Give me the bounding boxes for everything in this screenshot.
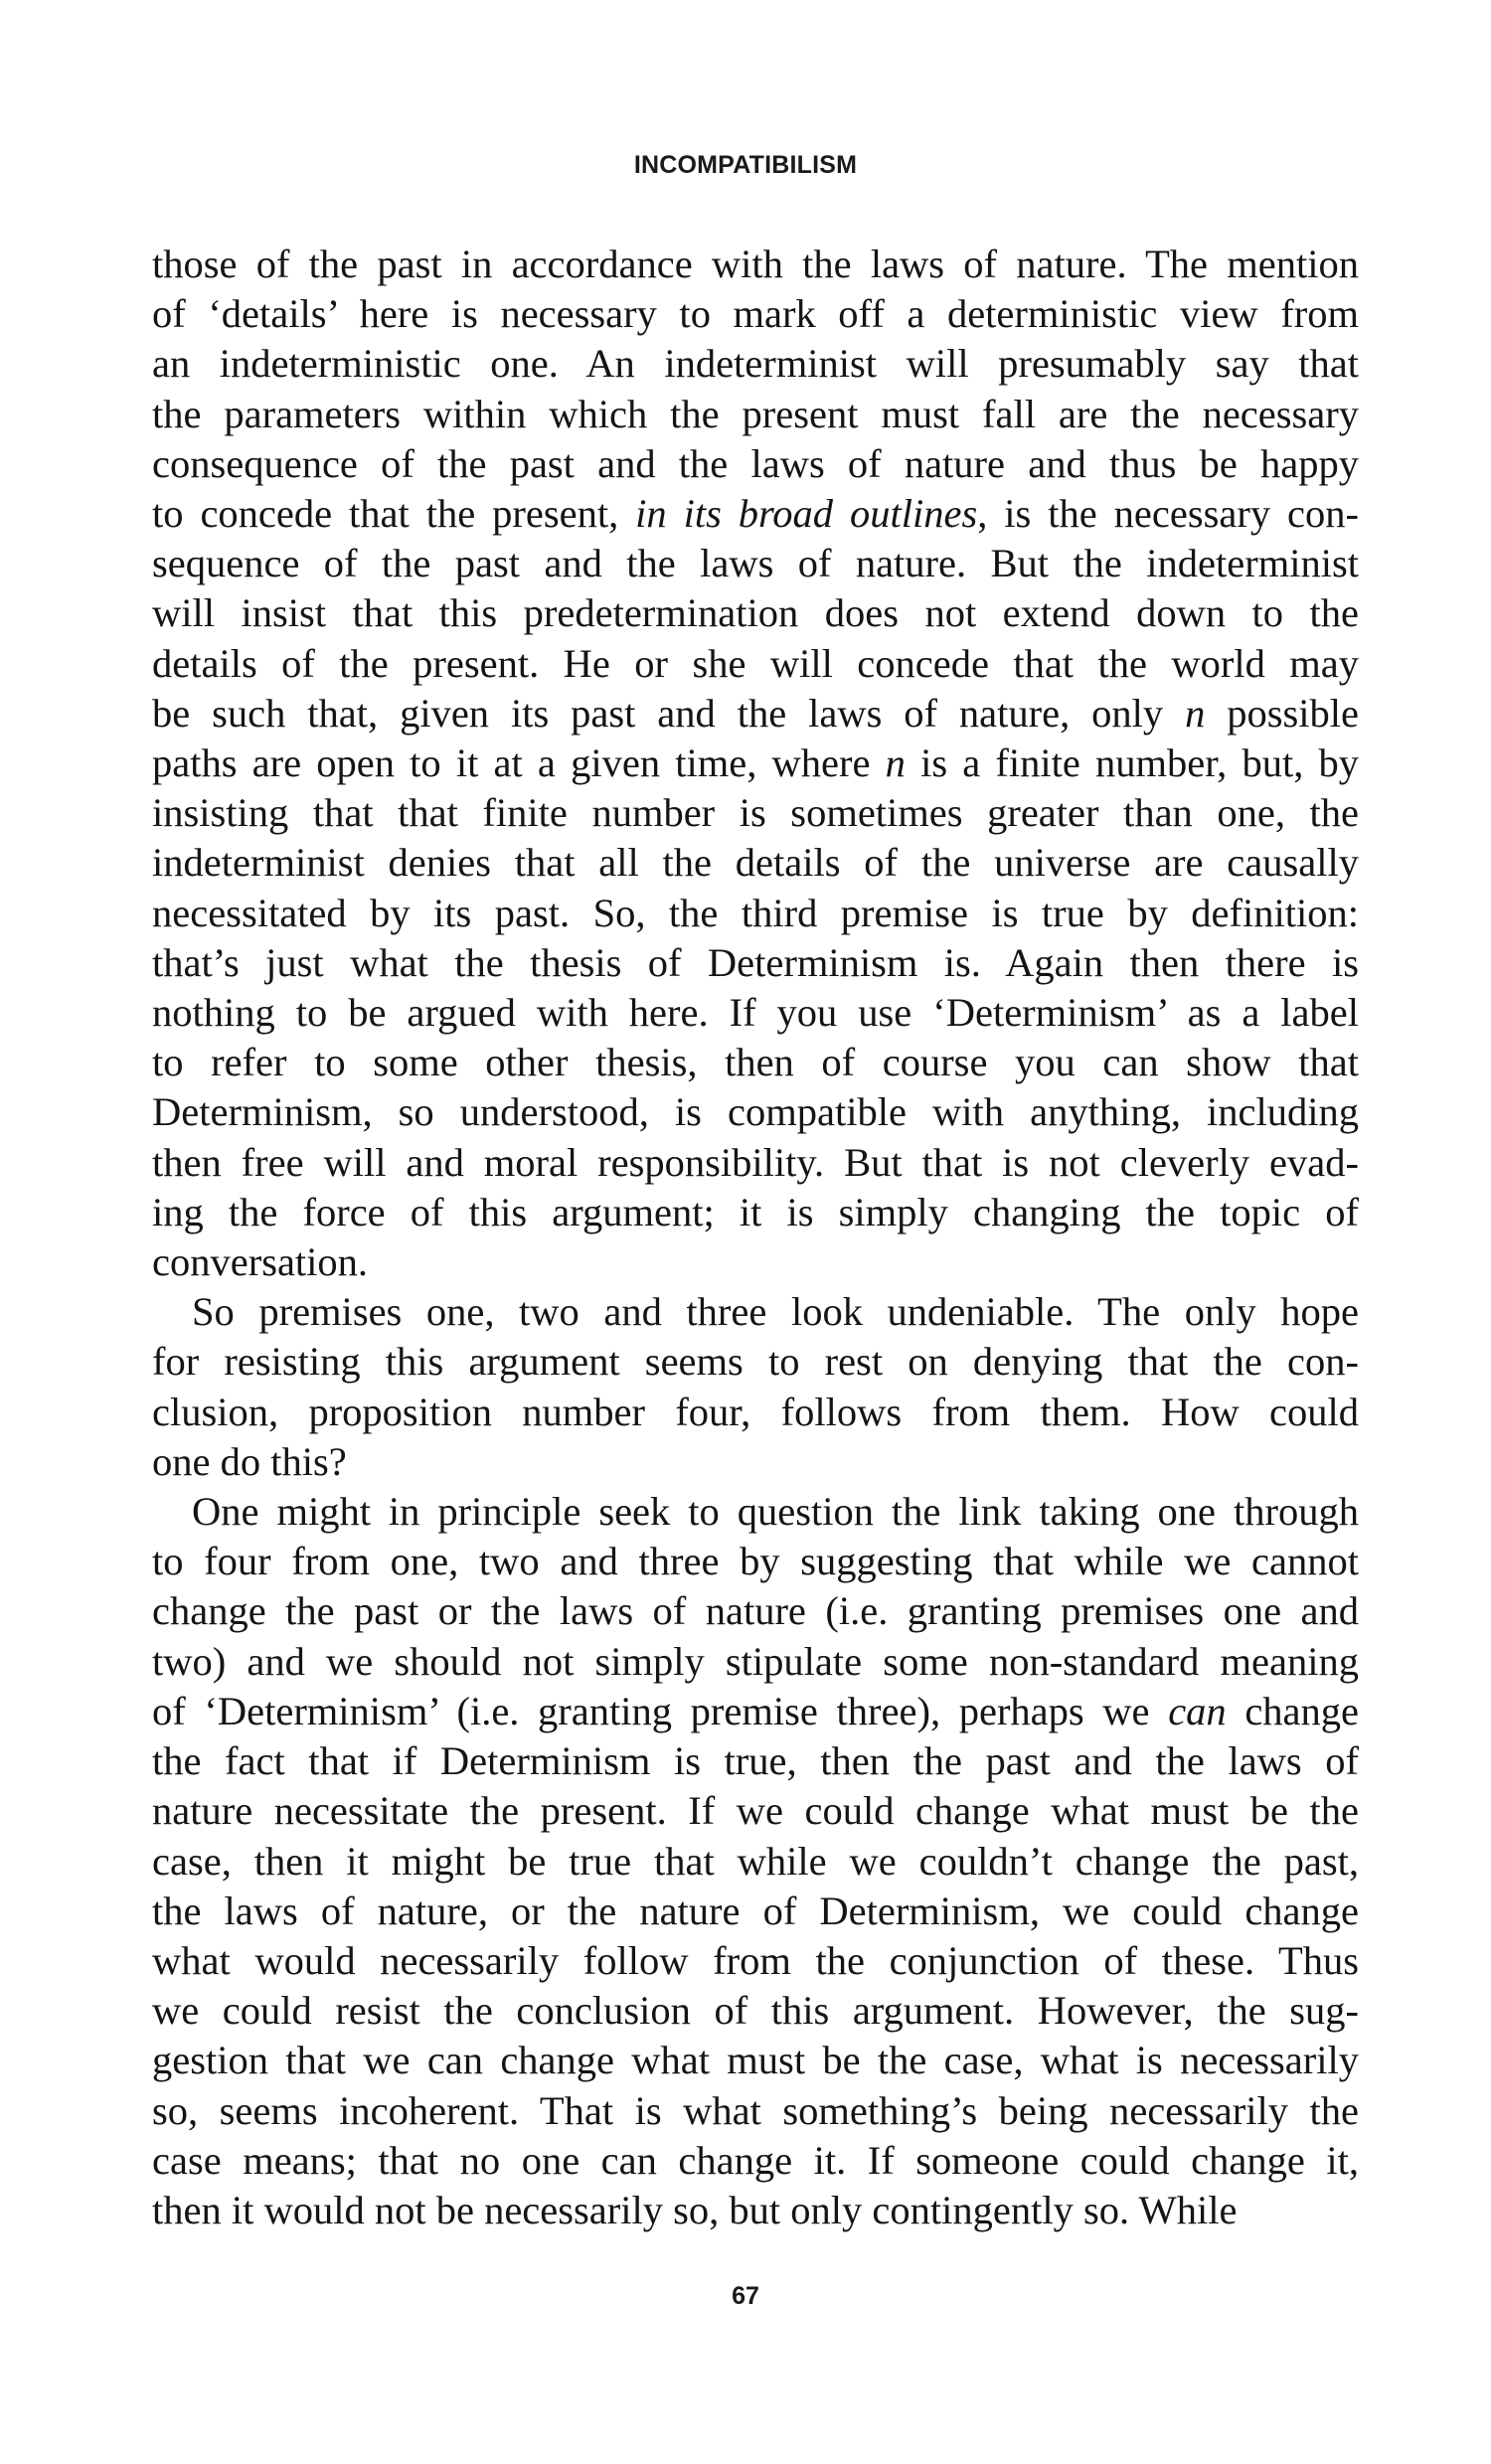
text-segment: to concede that the present, (152, 491, 636, 537)
text-segment: change (1226, 1688, 1359, 1733)
text-line (152, 739, 1359, 788)
text-line: One might in principle seek to question the link taking one through (192, 1489, 1359, 1535)
body-text (152, 240, 1359, 2235)
text-line: those of the past in accordance with the laws of nature. The mention (152, 242, 1359, 286)
text-line: details of the present. He or she will concede that the world may (152, 640, 1359, 686)
text-line: insisting that that finite number is sometimes greater than one, the (152, 790, 1359, 836)
text-line: then it would not be necessarily so, but only contingently so. While (152, 2187, 1238, 2232)
text-line (152, 1687, 1359, 1736)
italic-text: can (1168, 1688, 1227, 1733)
text-line: Determinism, so understood, is compatible with anything, including (152, 1089, 1359, 1135)
text-line: will insist that this predetermination does not extend down to the (152, 590, 1359, 636)
page-number: 67 (732, 2282, 759, 2310)
text-segment: possible (1205, 690, 1359, 736)
text-line: sequence of the past and the laws of nature. But the indeterminist (152, 541, 1359, 586)
text-segment: , is the necessary con- (977, 491, 1359, 537)
text-line: for resisting this argument seems to rest on denying that the con- (152, 1339, 1359, 1385)
text-line: consequence of the past and the laws of nature and thus be happy (152, 440, 1359, 486)
text-line: indeterminist denies that all the details of the universe are causally (152, 840, 1359, 886)
text-line: two) and we should not simply stipulate some non-standard meaning (152, 1638, 1359, 1684)
text-line: change the past or the laws of nature (i.e. granting premises one and (152, 1588, 1359, 1634)
paragraph (152, 240, 1359, 1287)
text-line: So premises one, two and three look undeniable. The only hope (192, 1289, 1359, 1335)
text-line: ing the force of this argument; it is simply changing the topic of (152, 1189, 1359, 1234)
paragraph (152, 1287, 1359, 1487)
text-line: what would necessarily follow from the conjunction of these. Thus (152, 1937, 1359, 1983)
text-line (152, 689, 1359, 739)
paragraph (152, 1487, 1359, 2235)
text-line: then free will and moral responsibility. But that is not cleverly evad- (152, 1139, 1359, 1185)
text-line: to refer to some other thesis, then of course you can show that (152, 1040, 1359, 1085)
text-line: we could resist the conclusion of this argument. However, the sug- (152, 1988, 1359, 2034)
text-line: conversation. (152, 1239, 369, 1285)
italic-text: in its broad outlines (635, 491, 978, 537)
text-segment: be such that, given its past and the laws of nature, only (152, 690, 1186, 736)
text-line: case, then it might be true that while we couldn’t change the past, (152, 1838, 1359, 1884)
text-line: nature necessitate the present. If we could change what must be the (152, 1788, 1359, 1834)
text-line: nothing to be argued with here. If you use ‘Determinism’ as a label (152, 990, 1359, 1036)
text-line: the parameters within which the present must fall are the necessary (152, 391, 1359, 436)
text-segment: is a finite number, but, by (905, 740, 1359, 786)
text-segment: of ‘Determinism’ (i.e. granting premise three), perhaps we (152, 1688, 1169, 1733)
text-line: necessitated by its past. So, the third premise is true by definition: (152, 890, 1359, 935)
text-line: gestion that we can change what must be the case, what is necessarily (152, 2038, 1359, 2083)
text-line: an indeterministic one. An indeterminist will presumably say that (152, 341, 1359, 387)
text-line: case means; that no one can change it. If someone could change it, (152, 2137, 1359, 2183)
running-head: INCOMPATIBILISM (633, 151, 858, 179)
text-line: one do this? (152, 1438, 347, 1484)
text-line: to four from one, two and three by suggesting that while we cannot (152, 1539, 1359, 1584)
text-segment: paths are open to it at a given time, where (152, 740, 886, 786)
text-line: the laws of nature, or the nature of Determinism, we could change (152, 1888, 1359, 1933)
text-line: so, seems incoherent. That is what something’s being necessarily the (152, 2087, 1359, 2133)
text-line (152, 489, 1359, 539)
text-line: the fact that if Determinism is true, then the past and the laws of (152, 1738, 1359, 1784)
text-line: that’s just what the thesis of Determinism is. Again then there is (152, 939, 1359, 985)
text-line: of ‘details’ here is necessary to mark off a deterministic view from (152, 291, 1359, 337)
text-line: clusion, proposition number four, follows from them. How could (152, 1389, 1359, 1434)
italic-text: n (885, 740, 906, 786)
italic-text: n (1185, 690, 1206, 736)
